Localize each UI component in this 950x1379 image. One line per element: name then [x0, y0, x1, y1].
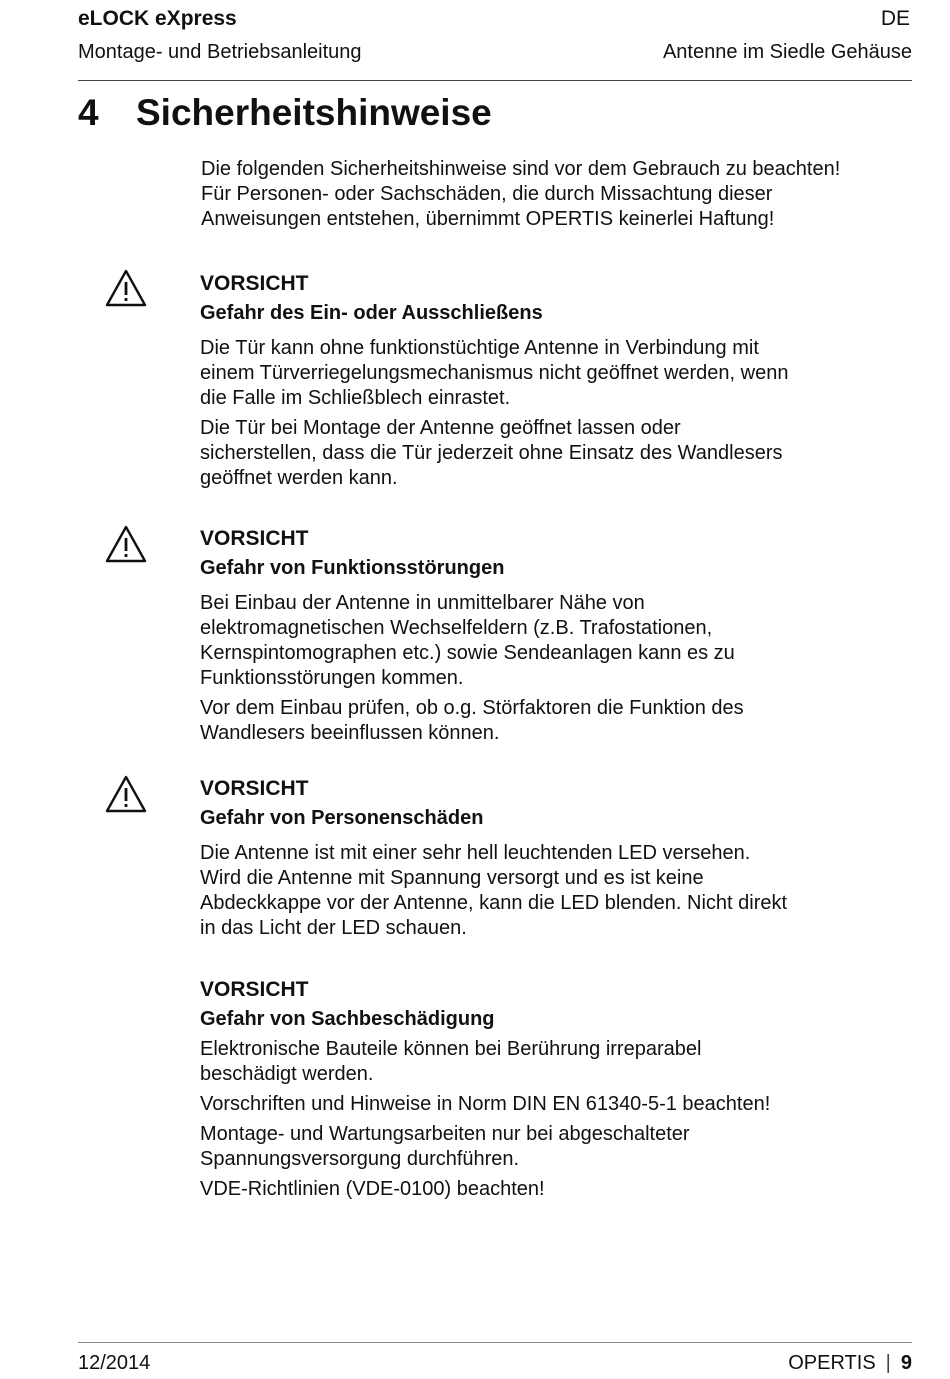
footer-date: 12/2014 [78, 1352, 151, 1374]
warning-paragraph: Die Tür bei Montage der Antenne geöffnet lassen oder sicherstellen, dass die Tür jederzeit ohne Einsatz des Wandlesers geöffnet werden kann. [200, 417, 783, 489]
footer-divider [78, 1342, 912, 1343]
page-number: 9 [900, 1352, 912, 1374]
intro-text [201, 157, 901, 232]
warning-block [200, 526, 790, 751]
warning-block [200, 977, 790, 1207]
warning-paragraph: VDE-Richtlinien (VDE-0100) beachten! [200, 1178, 545, 1200]
warning-block [200, 776, 790, 946]
intro-line: Die folgenden Sicherheitshinweise sind vor dem Gebrauch zu beachten! [201, 158, 841, 180]
product-variant: Antenne im Siedle Gehäuse [662, 41, 912, 63]
footer-company: OPERTIS [788, 1352, 876, 1374]
signal-word: VORSICHT [200, 777, 309, 800]
footer-brand [788, 1352, 912, 1375]
chapter-number: 4 [78, 92, 99, 133]
intro-line: Für Personen- oder Sachschäden, die durch Missachtung dieser [201, 183, 773, 205]
signal-word: VORSICHT [200, 272, 309, 295]
warning-paragraph: Montage- und Wartungsarbeiten nur bei abgeschalteter Spannungsversorgung durchführen. [200, 1123, 690, 1170]
product-title: eLOCK eXpress [78, 7, 237, 30]
warning-paragraph: Vorschriften und Hinweise in Norm DIN EN 61340-5-1 beachten! [200, 1093, 771, 1115]
warning-block [200, 271, 790, 496]
hazard-title: Gefahr des Ein- oder Ausschließens [200, 302, 543, 324]
header-divider [78, 80, 912, 81]
hazard-title: Gefahr von Personenschäden [200, 807, 484, 829]
hazard-title: Gefahr von Funktionsstörungen [200, 557, 505, 579]
hazard-title: Gefahr von Sachbeschädigung [200, 1008, 495, 1030]
signal-word: VORSICHT [200, 978, 309, 1001]
intro-line: Anweisungen entstehen, übernimmt OPERTIS keinerlei Haftung! [201, 208, 775, 230]
warning-paragraph: Die Antenne ist mit einer sehr hell leuchtenden LED versehen. Wird die Antenne mit Spannung versorgt und es ist keine Abdeckkappe vor der Antenne, kann die LED blenden. Nicht direkt in das Licht der LED schauen. [200, 842, 788, 939]
language-code: DE [880, 7, 910, 30]
warning-paragraph: Vor dem Einbau prüfen, ob o.g. Störfaktoren die Funktion des Wandlesers beeinflussen können. [200, 697, 744, 744]
chapter-title: Sicherheitshinweise [136, 92, 492, 133]
chapter-heading [78, 92, 492, 134]
document-type: Montage- und Betriebsanleitung [78, 41, 362, 63]
warning-paragraph: Die Tür kann ohne funktionstüchtige Antenne in Verbindung mit einem Türverriegelungsmechanismus nicht geöffnet werden, wenn die Falle im Schließblech einrastet. [200, 337, 789, 409]
warning-paragraph: Bei Einbau der Antenne in unmittelbarer Nähe von elektromagnetischen Wechselfeldern (z.B. Trafostationen, Kernspintomographen etc.) sowie Sendeanlagen kann es zu Funktionsstörungen kommen. [200, 592, 735, 689]
warning-triangle-icon [104, 524, 148, 564]
signal-word: VORSICHT [200, 527, 309, 550]
warning-triangle-icon [104, 268, 148, 308]
warning-paragraph: Elektronische Bauteile können bei Berührung irreparabel beschädigt werden. [200, 1038, 702, 1085]
warning-triangle-icon [104, 774, 148, 814]
footer-separator: | [885, 1352, 891, 1374]
